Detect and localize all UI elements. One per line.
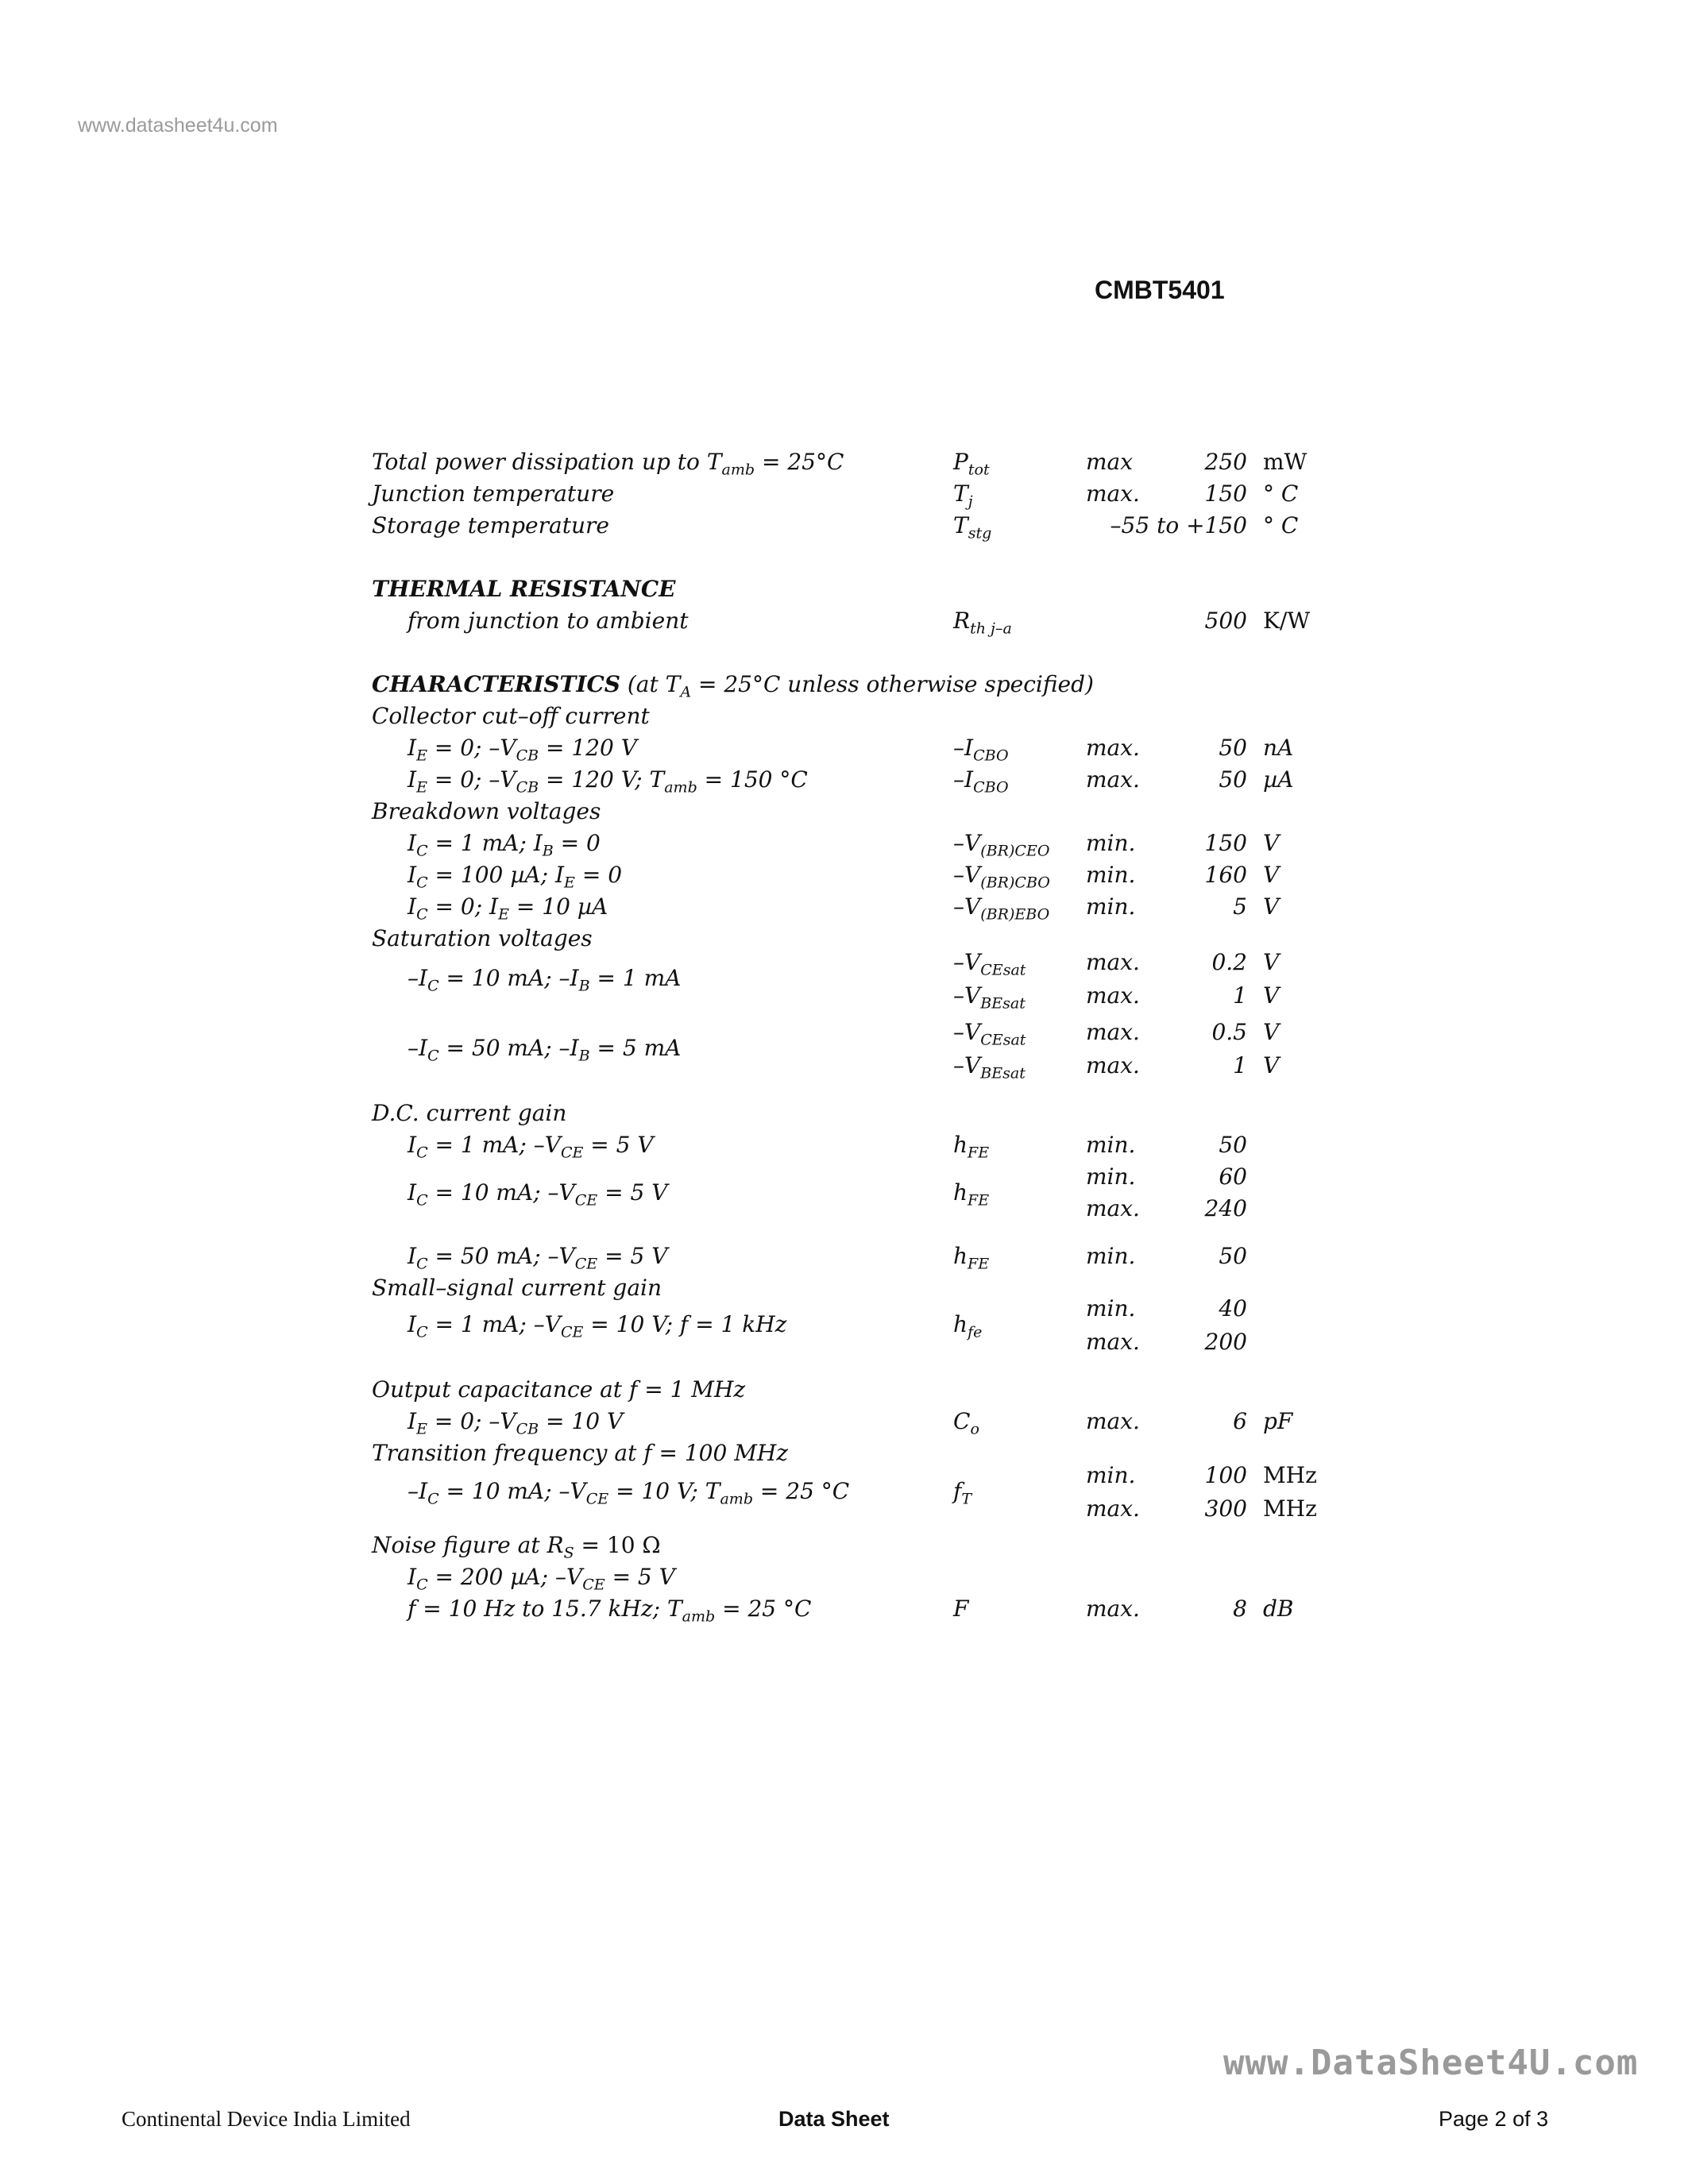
unit: V xyxy=(1263,830,1280,856)
noise-label-row xyxy=(0,1530,1688,1561)
section-label: D.C. current gain xyxy=(372,1100,567,1126)
rating-limit: max xyxy=(1086,449,1134,475)
condition: $I_C = 50$ mA; $-V_{CE} = 5$ V xyxy=(408,1243,668,1273)
section-label: Saturation voltages xyxy=(372,925,593,951)
limit: max. xyxy=(1086,1408,1140,1434)
symbol: $-I_{CBO}$ xyxy=(953,766,1009,797)
value: 200 xyxy=(1204,1329,1247,1355)
symbol: $C_o$ xyxy=(953,1408,979,1438)
value: 1 xyxy=(1233,982,1247,1009)
collector-cutoff-row-2 xyxy=(0,764,1688,796)
rating-unit: ° C xyxy=(1263,480,1299,507)
collector-cutoff-label-row xyxy=(0,700,1688,732)
section-label: Small–signal current gain xyxy=(372,1275,662,1301)
unit: MHz xyxy=(1263,1495,1317,1522)
characteristics-heading: CHARACTERISTICS (at $T_A = 25^\circ C$ unless otherwise specified) xyxy=(372,671,1094,701)
dc-gain-row-1 xyxy=(0,1129,1688,1161)
thermal-symbol: $R_{th j-a}$ xyxy=(953,608,1012,638)
unit: V xyxy=(1263,949,1280,975)
rating-unit: mW xyxy=(1263,449,1308,475)
rating-desc: Total power dissipation up to $T_{amb} = 25^\circ C$ xyxy=(372,449,844,479)
condition: $I_C = 1$ mA; $-V_{CE} = 10$ V; f = 1 kHz xyxy=(408,1311,787,1341)
symbol: $-I_{CBO}$ xyxy=(953,735,1009,765)
symbol: $h_{fe}$ xyxy=(953,1311,983,1341)
dc-gain-label-row xyxy=(0,1098,1688,1129)
breakdown-row-1 xyxy=(0,828,1688,859)
condition: $I_E = 0$; $-V_{CB} = 10$ V xyxy=(408,1408,624,1438)
rating-desc: Junction temperature xyxy=(372,480,615,507)
section-label: Output capacitance at f = 1 MHz xyxy=(372,1376,746,1403)
characteristics-heading-row xyxy=(0,669,1688,700)
limit: min. xyxy=(1086,1295,1136,1322)
limit: max. xyxy=(1086,1195,1140,1221)
limit: min. xyxy=(1086,1462,1136,1488)
symbol: $-V_{CEsat}$ xyxy=(953,949,1026,979)
breakdown-label-row xyxy=(0,796,1688,828)
rating-symbol: $T_j$ xyxy=(953,480,973,511)
symbol: $-V_{BEsat}$ xyxy=(953,1052,1026,1082)
symbol: $f_T$ xyxy=(953,1478,972,1508)
limit: min. xyxy=(1086,830,1136,856)
rating-row-power xyxy=(0,446,1688,478)
transition-min-row xyxy=(0,1460,1688,1491)
symbol: $h_{FE}$ xyxy=(953,1243,990,1273)
section-label: Collector cut–off current xyxy=(372,703,650,729)
section-label: Breakdown voltages xyxy=(372,798,601,824)
rating-limit: max. xyxy=(1086,480,1140,507)
unit: V xyxy=(1263,862,1280,888)
condition: $I_C = 1$ mA; $-V_{CE} = 5$ V xyxy=(408,1132,654,1162)
condition: $I_C = 0$; $I_E = 10$ µA xyxy=(408,893,608,924)
dc-gain-row-3 xyxy=(0,1241,1688,1272)
value: 6 xyxy=(1233,1408,1247,1434)
symbol: $h_{FE}$ xyxy=(953,1179,990,1210)
condition: $I_C = 10$ mA; $-V_{CE} = 5$ V xyxy=(408,1179,668,1210)
value: 1 xyxy=(1233,1052,1247,1078)
thermal-unit: K/W xyxy=(1263,608,1311,634)
noise-condition-row-1 xyxy=(0,1561,1688,1593)
section-label: Transition frequency at f = 100 MHz xyxy=(372,1440,789,1466)
thermal-row xyxy=(0,605,1688,637)
dc-gain-row-2-max xyxy=(0,1193,1688,1225)
limit: min. xyxy=(1086,862,1136,888)
small-signal-max-row xyxy=(0,1326,1688,1358)
unit: MHz xyxy=(1263,1462,1317,1488)
limit: max. xyxy=(1086,735,1140,761)
rating-value: 250 xyxy=(1204,449,1247,475)
limit: max. xyxy=(1086,949,1140,975)
limit: min. xyxy=(1086,1243,1136,1269)
symbol: $-V_{(BR)EBO}$ xyxy=(953,893,1050,924)
saturation-row-4 xyxy=(0,1050,1688,1082)
breakdown-row-3 xyxy=(0,891,1688,923)
symbol: $-V_{CEsat}$ xyxy=(953,1019,1026,1049)
symbol: F xyxy=(953,1596,969,1622)
transition-max-row xyxy=(0,1493,1688,1525)
value: 50 xyxy=(1219,1132,1247,1158)
section-label: Noise figure at $R_S = 10$ Ω xyxy=(372,1532,661,1562)
unit: dB xyxy=(1263,1596,1294,1622)
thermal-value: 500 xyxy=(1204,608,1247,634)
company-name: Continental Device India Limited xyxy=(122,2107,411,2131)
output-cap-row xyxy=(0,1406,1688,1437)
condition: $I_C = 1$ mA; $I_B = 0$ xyxy=(408,830,601,860)
rating-range: –55 to +150 xyxy=(1110,512,1247,538)
breakdown-row-2 xyxy=(0,859,1688,891)
rating-symbol: $P_{tot}$ xyxy=(953,449,990,479)
symbol: $-V_{BEsat}$ xyxy=(953,982,1026,1013)
rating-unit: ° C xyxy=(1263,512,1299,538)
value: 8 xyxy=(1233,1596,1247,1622)
rating-value: 150 xyxy=(1204,480,1247,507)
value: 150 xyxy=(1204,830,1247,856)
rating-symbol: $T_{stg}$ xyxy=(953,512,992,542)
rating-row-junction-temp xyxy=(0,478,1688,510)
condition: $I_C = 100$ µA; $I_E = 0$ xyxy=(408,862,623,892)
condition: $-I_C = 50$ mA; $-I_B = 5$ mA xyxy=(408,1035,682,1065)
condition: $-I_C = 10$ mA; $-V_{CE} = 10$ V; $T_{amb} = 25$ °C xyxy=(408,1478,850,1508)
part-number-title: CMBT5401 xyxy=(1095,276,1225,304)
limit: min. xyxy=(1086,893,1136,920)
value: 60 xyxy=(1219,1163,1247,1190)
symbol: $h_{FE}$ xyxy=(953,1132,990,1162)
limit: max. xyxy=(1086,1019,1140,1045)
saturation-row-2 xyxy=(0,980,1688,1012)
brand-watermark: www.DataSheet4U.com xyxy=(1223,2043,1639,2083)
noise-row xyxy=(0,1593,1688,1625)
thermal-heading-row xyxy=(0,573,1688,605)
value: 0.5 xyxy=(1211,1019,1247,1045)
small-signal-min-row xyxy=(0,1293,1688,1325)
condition: f = 10 Hz to 15.7 kHz; $T_{amb} = 25$ °C xyxy=(408,1596,812,1626)
thermal-desc: from junction to ambient xyxy=(408,608,689,634)
limit: max. xyxy=(1086,982,1140,1009)
value: 50 xyxy=(1219,735,1247,761)
limit: max. xyxy=(1086,1495,1140,1522)
limit: min. xyxy=(1086,1132,1136,1158)
unit: µA xyxy=(1263,766,1294,793)
limit: min. xyxy=(1086,1163,1136,1190)
value: 50 xyxy=(1219,1243,1247,1269)
value: 100 xyxy=(1204,1462,1247,1488)
condition: $-I_C = 10$ mA; $-I_B = 1$ mA xyxy=(408,965,682,995)
limit: max. xyxy=(1086,766,1140,793)
limit: max. xyxy=(1086,1596,1140,1622)
doc-type: Data Sheet xyxy=(778,2107,890,2131)
value: 300 xyxy=(1204,1495,1247,1522)
watermark-url: www.datasheet4u.com xyxy=(78,114,278,137)
limit: max. xyxy=(1086,1052,1140,1078)
value: 0.2 xyxy=(1211,949,1247,975)
saturation-row-1 xyxy=(0,947,1688,978)
unit: V xyxy=(1263,1019,1280,1045)
unit: pF xyxy=(1263,1408,1293,1434)
condition: $I_E = 0$; $-V_{CB} = 120$ V xyxy=(408,735,637,765)
value: 50 xyxy=(1219,766,1247,793)
unit: V xyxy=(1263,893,1280,920)
rating-row-storage-temp xyxy=(0,510,1688,542)
unit: V xyxy=(1263,1052,1280,1078)
symbol: $-V_{(BR)CBO}$ xyxy=(953,862,1050,892)
saturation-row-3 xyxy=(0,1017,1688,1048)
value: 5 xyxy=(1233,893,1247,920)
value: 160 xyxy=(1204,862,1247,888)
page-number: Page 2 of 3 xyxy=(1439,2107,1549,2131)
output-cap-label-row xyxy=(0,1374,1688,1406)
symbol: $-V_{(BR)CEO}$ xyxy=(953,830,1050,860)
condition: $I_C = 200$ µA; $-V_{CE} = 5$ V xyxy=(408,1564,675,1594)
value: 40 xyxy=(1219,1295,1247,1322)
value: 240 xyxy=(1204,1195,1247,1221)
collector-cutoff-row-1 xyxy=(0,732,1688,764)
unit: nA xyxy=(1263,735,1294,761)
thermal-heading: THERMAL RESISTANCE xyxy=(372,576,676,602)
unit: V xyxy=(1263,982,1280,1009)
dc-gain-row-2-min xyxy=(0,1161,1688,1193)
limit: max. xyxy=(1086,1329,1140,1355)
condition: $I_E = 0$; $-V_{CB} = 120$ V; $T_{amb} = 150$ °C xyxy=(408,766,808,797)
rating-desc: Storage temperature xyxy=(372,512,609,538)
